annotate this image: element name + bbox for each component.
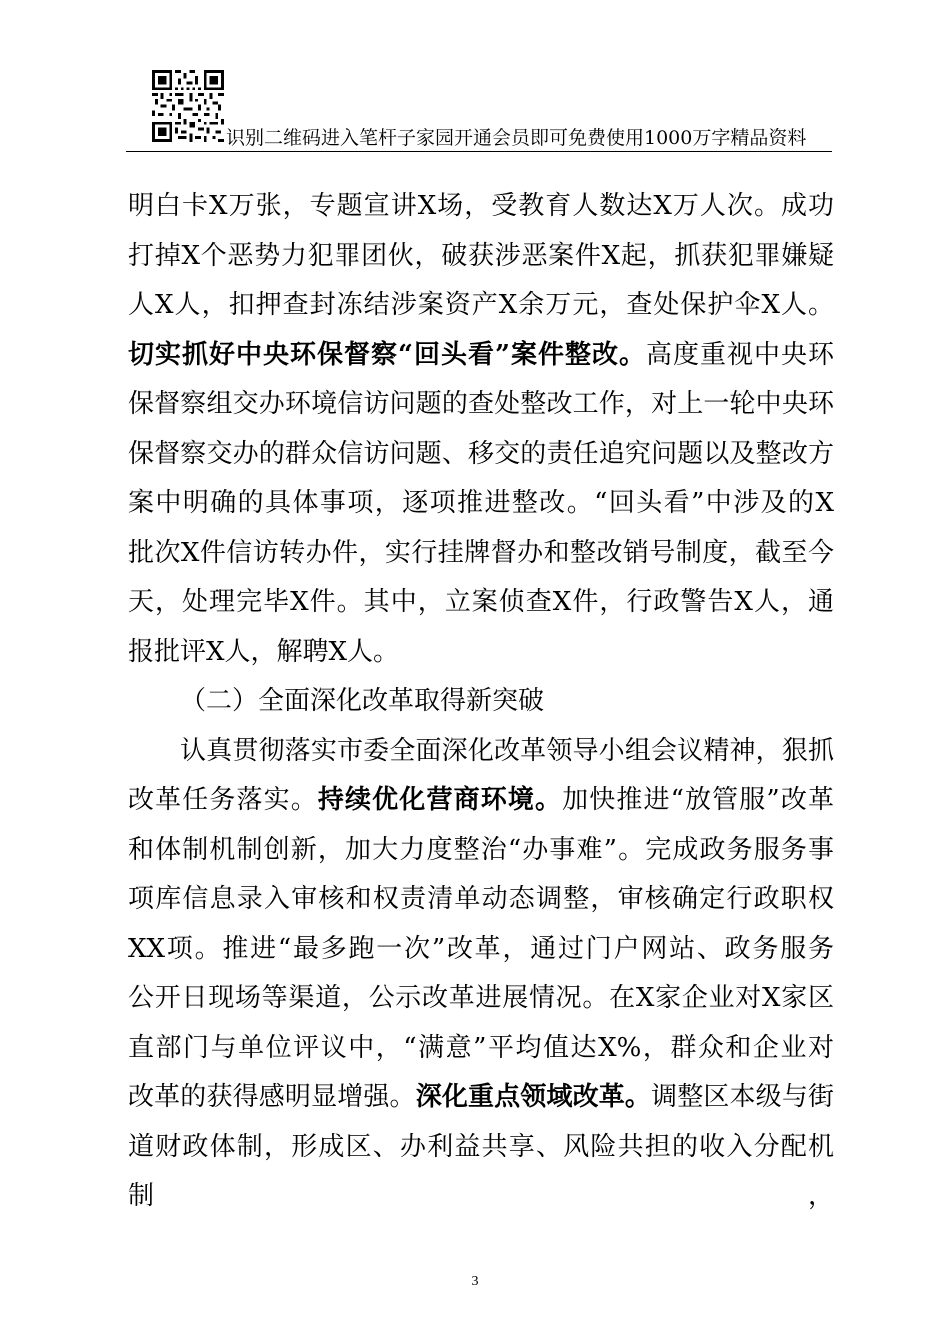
paragraph-2-line-6: 天，处理完毕X件。其中，立案侦查X件，行政警告X人，通 xyxy=(128,587,834,617)
section-heading: （二）全面深化改革取得新突破 xyxy=(180,686,545,716)
paragraph-3-line-6: 公开日现场等渠道，公示改革进展情况。在X家企业对X家区 xyxy=(128,983,834,1013)
paragraph-2-lead-heading: 切实抓好中央环保督察“回头看”案件整改。 xyxy=(128,339,646,370)
paragraph-2-line-4: 案中明确的具体事项，逐项推进整改。“回头看”中涉及的X xyxy=(128,488,834,518)
paragraph-2-line-2: 保督察组交办环境信访问题的查处整改工作，对上一轮中央环 xyxy=(128,389,834,419)
page-number: 3 xyxy=(471,1274,479,1289)
paragraph-2-line-3: 保督察交办的群众信访问题、移交的责任追究问题以及整改方 xyxy=(128,438,834,469)
paragraph-3-line-9: 道财政体制，形成区、办利益共享、风险共担的收入分配机制， xyxy=(128,1131,834,1211)
paragraph-3-line-7: 直部门与单位评议中，“满意”平均值达X%，群众和企业对 xyxy=(128,1032,834,1063)
paragraph-3-line-1: 认真贯彻落实市委全面深化改革领导小组会议精神，狠抓 xyxy=(180,735,834,766)
paragraph-3-line-8-rest: 调整区本级与街 xyxy=(651,1082,834,1112)
paragraph-3-line-4: 项库信息录入审核和权责清单动态调整，审核确定行政职权 xyxy=(128,884,834,914)
header-promo-text: 识别二维码进入笔杆子家园开通会员即可免费使用1000万字精品资料 xyxy=(226,127,807,149)
paragraph-3-line-8-pre: 改革的获得感明显增强。 xyxy=(128,1082,416,1112)
qr-code-icon xyxy=(152,70,224,142)
paragraph-3-subheading-key-reforms: 深化重点领域改革。 xyxy=(415,1082,652,1112)
paragraph-3-line-2-rest: 加快推进“放管服”改革 xyxy=(562,785,834,815)
paragraph-3-line-3: 和体制机制创新，加大力度整治“办事难”。完成政务服务事 xyxy=(128,834,834,865)
paragraph-1-line-3: 人X人，扣押查封冻结涉案资产X余万元，查处保护伞X人。 xyxy=(128,290,834,320)
paragraph-3-line-8 xyxy=(128,1073,834,1123)
header-divider xyxy=(126,151,832,152)
document-body xyxy=(128,182,834,1211)
paragraph-2-line-5: 批次X件信访转办件，实行挂牌督办和整改销号制度，截至今 xyxy=(128,537,834,568)
paragraph-3-line-5: XX项。推进“最多跑一次”改革，通过门户网站、政务服务 xyxy=(128,933,834,964)
paragraph-2-line-7: 报批评X人，解聘X人。 xyxy=(128,636,400,667)
paragraph-2-line-1 xyxy=(128,331,834,381)
paragraph-1-line-1: 明白卡X万张，专题宣讲X场，受教育人数达X万人次。成功 xyxy=(128,191,834,221)
paragraph-3-line-2 xyxy=(128,776,834,826)
paragraph-3-line-2-pre: 改革任务落实。 xyxy=(128,785,318,815)
paragraph-2-line-1-text: 高度重视中央环 xyxy=(645,339,834,370)
paragraph-1-line-2: 打掉X个恶势力犯罪团伙，破获涉恶案件X起，抓获犯罪嫌疑 xyxy=(128,240,834,271)
paragraph-3-subheading-business-environment: 持续优化营商环境。 xyxy=(317,785,563,815)
